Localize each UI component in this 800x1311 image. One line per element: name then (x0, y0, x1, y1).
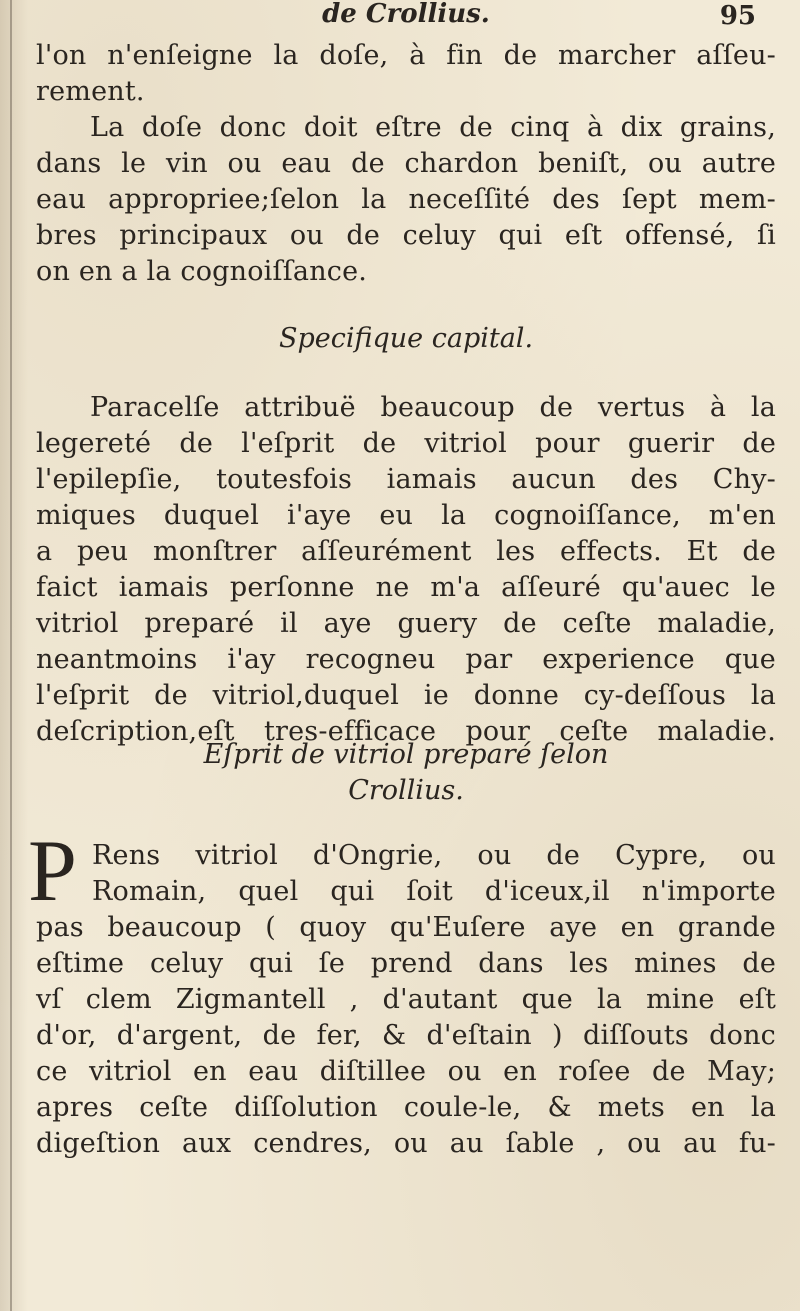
text-line: Rens vitriol d'Ongrie, ou de Cypre, ou (92, 840, 776, 871)
text-line: pas beaucoup ( quoy qu'Euſere aye en grande (36, 912, 776, 943)
text-line: bres principaux ou de celuy qui eſt offensé, ſi (36, 220, 776, 251)
running-head: de Crollius. (322, 0, 490, 29)
text-line: eſtime celuy qui ſe prend dans les mines de (36, 948, 776, 979)
text-line: on en a la cognoiſſance. (36, 256, 368, 287)
section-heading-esprit: Eſprit de vitriol preparé ſelon (203, 739, 609, 770)
text-line: miques duquel i'aye eu la cognoiſſance, m'en (36, 500, 776, 531)
text-line: La doſe donc doit eſtre de cinq à dix grains, (90, 112, 776, 143)
text-line: l'epilepſie, toutesfois iamais aucun des Chy- (36, 464, 776, 495)
text-line: legereté de l'eſprit de vitriol pour guerir de (36, 428, 776, 459)
text-line: digeſtion aux cendres, ou au ſable , ou au fu- (36, 1128, 776, 1159)
text-line: neantmoins i'ay recogneu par experience que (36, 644, 776, 675)
text-line: Romain, quel qui ſoit d'iceux,il n'importe (92, 876, 776, 907)
text-line: ce vitriol en eau diſtillee ou en roſee de May; (36, 1056, 776, 1087)
page-number: 95 (719, 1, 756, 31)
gutter-shadow (10, 0, 12, 1311)
text-line: faict iamais perſonne ne m'a aſſeuré qu'auec le (36, 572, 776, 603)
text-line: apres ceſte diſſolution coule-le, & mets en la (36, 1092, 776, 1123)
text-line: l'on n'enſeigne la doſe, à fin de marcher aſſeu- (36, 40, 776, 71)
paragraph-dose (36, 38, 776, 290)
text-line: l'eſprit de vitriol,duquel ie donne cy-deſſous la (36, 680, 776, 711)
text-line: deſcription,eſt tres-efficace pour ceſte maladie. (36, 716, 776, 747)
text-line: d'or, d'argent, de fer, & d'eſtain ) diſſouts donc (36, 1020, 776, 1051)
text-line: dans le vin ou eau de chardon beniſt, ou autre (36, 148, 776, 179)
paragraph-paracelse (36, 390, 776, 750)
text-line: rement. (36, 76, 145, 107)
page-header (36, 0, 776, 36)
paragraph-recipe (36, 910, 776, 1162)
text-line: Paracelſe attribuë beaucoup de vertus à la (90, 392, 776, 423)
text-line: eau appropriee;ſelon la neceſſité des ſept mem- (36, 184, 776, 215)
section-heading-specifique: Specifique capital. (278, 323, 534, 354)
text-line: vſ clem Zigmantell , d'autant que la mine eſt (36, 984, 776, 1015)
paragraph-recipe-start (92, 838, 776, 910)
text-line: vitriol preparé il aye guery de ceſte maladie, (36, 608, 776, 639)
section-heading-crollius: Crollius. (348, 775, 464, 806)
drop-cap: P (28, 823, 77, 920)
text-line: a peu monſtrer aſſeurément les effects. Et de (36, 536, 776, 567)
